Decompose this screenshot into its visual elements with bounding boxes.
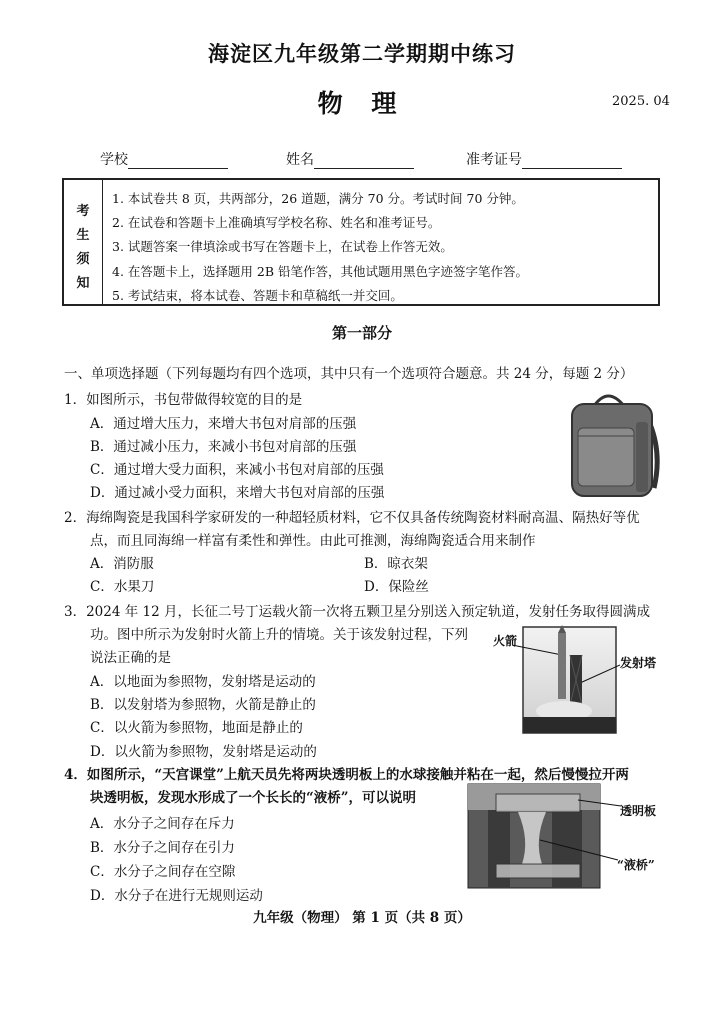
answer-option: D．水分子在进行无规则运动 bbox=[90, 888, 263, 904]
school-blank bbox=[128, 154, 228, 169]
question-stem: 块透明板，发现水形成了一个长长的“液桥”，可以说明 bbox=[90, 790, 417, 806]
notice-item: 4. 在答题卡上，选择题用 2B 铅笔作答，其他试题用黑色字迹签字笔作答。 bbox=[112, 264, 528, 279]
backpack-figure bbox=[556, 384, 662, 498]
question-stem: 说法正确的是 bbox=[90, 650, 171, 666]
answer-option: D．保险丝 bbox=[364, 579, 429, 595]
name-field bbox=[286, 149, 414, 169]
question-stem: 2．海绵陶瓷是我国科学家研发的一种超轻质材料，它不仅具备传统陶瓷材料耐高温、隔热好等优 bbox=[64, 510, 640, 526]
answer-option: B．水分子之间存在引力 bbox=[90, 840, 235, 856]
answer-option: C．水果刀 bbox=[90, 579, 155, 595]
exam-title: 海淀区九年级第二学期期中练习 bbox=[208, 41, 516, 66]
tower-label: 发射塔 bbox=[620, 656, 657, 670]
school-label: 学校 bbox=[100, 152, 128, 168]
notice-item: 2. 在试卷和答题卡上准确填写学校名称、姓名和准考证号。 bbox=[112, 215, 441, 230]
question-stem: 4．如图所示，“天宫课堂”上航天员先将两块透明板上的水球接触并粘在一起，然后慢慢拉开两 bbox=[64, 767, 629, 783]
answer-option: B．通过减小压力，来减小书包对肩部的压强 bbox=[90, 439, 357, 455]
answer-option: B．晾衣架 bbox=[364, 556, 428, 572]
subject-title: 物 理 bbox=[317, 89, 407, 118]
question-stem: 点，而且同海绵一样富有柔性和弹性。由此可推测，海绵陶瓷适合用来制作 bbox=[90, 533, 536, 549]
question-stem: 3．2024 年 12 月，长征二号丁运载火箭一次将五颗卫星分别送入预定轨道，发射任务取得圆满成 bbox=[64, 604, 650, 620]
notice-item: 1. 本试卷共 8 页，共两部分，26 道题，满分 70 分。考试时间 70 分钟。 bbox=[112, 191, 524, 206]
exam-id-blank bbox=[522, 154, 622, 169]
notice-heading-char: 考 bbox=[76, 204, 90, 219]
plate-label: 透明板 bbox=[620, 804, 657, 818]
notice-heading-char: 生 bbox=[76, 228, 90, 243]
answer-option: A．以地面为参照物，发射塔是运动的 bbox=[90, 674, 316, 690]
answer-option: C．水分子之间存在空隙 bbox=[90, 864, 236, 880]
answer-option: A．水分子之间存在斥力 bbox=[90, 816, 235, 832]
exam-id-label: 准考证号 bbox=[466, 152, 522, 168]
page-footer: 九年级（物理） 第 1 页（共 8 页） bbox=[253, 910, 471, 926]
name-blank bbox=[314, 154, 414, 169]
question-stem: 1．如图所示，书包带做得较宽的目的是 bbox=[64, 392, 303, 408]
question-stem: 功。图中所示为发射时火箭上升的情境。关于该发射过程，下列 bbox=[90, 627, 468, 643]
part-title: 第一部分 bbox=[331, 324, 392, 342]
answer-option: A．消防服 bbox=[90, 556, 154, 572]
rocket-launch-figure bbox=[490, 625, 620, 737]
liquid-bridge-figure bbox=[466, 780, 626, 890]
exam-date: 2025. 04 bbox=[612, 94, 670, 109]
answer-option: D．通过减小受力面积，来增大书包对肩部的压强 bbox=[90, 485, 385, 501]
notice-heading bbox=[64, 180, 103, 304]
notice-item: 5. 考试结束，将本试卷、答题卡和草稿纸一并交回。 bbox=[112, 288, 403, 303]
answer-option: C．通过增大受力面积，来减小书包对肩部的压强 bbox=[90, 462, 384, 478]
answer-option: B．以发射塔为参照物，火箭是静止的 bbox=[90, 697, 316, 713]
answer-option: D．以火箭为参照物，发射塔是运动的 bbox=[90, 744, 317, 760]
notice-item: 3. 试题答案一律填涂或书写在答题卡上，在试卷上作答无效。 bbox=[112, 239, 453, 254]
answer-option: C．以火箭为参照物，地面是静止的 bbox=[90, 720, 303, 736]
section-heading: 一、单项选择题（下列每题均有四个选项，其中只有一个选项符合题意。共 24 分，每题 2 分） bbox=[64, 366, 634, 382]
school-field bbox=[100, 149, 228, 169]
answer-option: A．通过增大压力，来增大书包对肩部的压强 bbox=[90, 416, 357, 432]
notice-heading-char: 知 bbox=[76, 276, 90, 291]
rocket-label: 火箭 bbox=[493, 634, 518, 648]
exam-id-field bbox=[466, 149, 622, 169]
name-label: 姓名 bbox=[286, 152, 314, 168]
notice-box bbox=[62, 178, 660, 306]
bridge-label: “液桥” bbox=[617, 858, 655, 872]
notice-heading-char: 须 bbox=[76, 252, 90, 267]
